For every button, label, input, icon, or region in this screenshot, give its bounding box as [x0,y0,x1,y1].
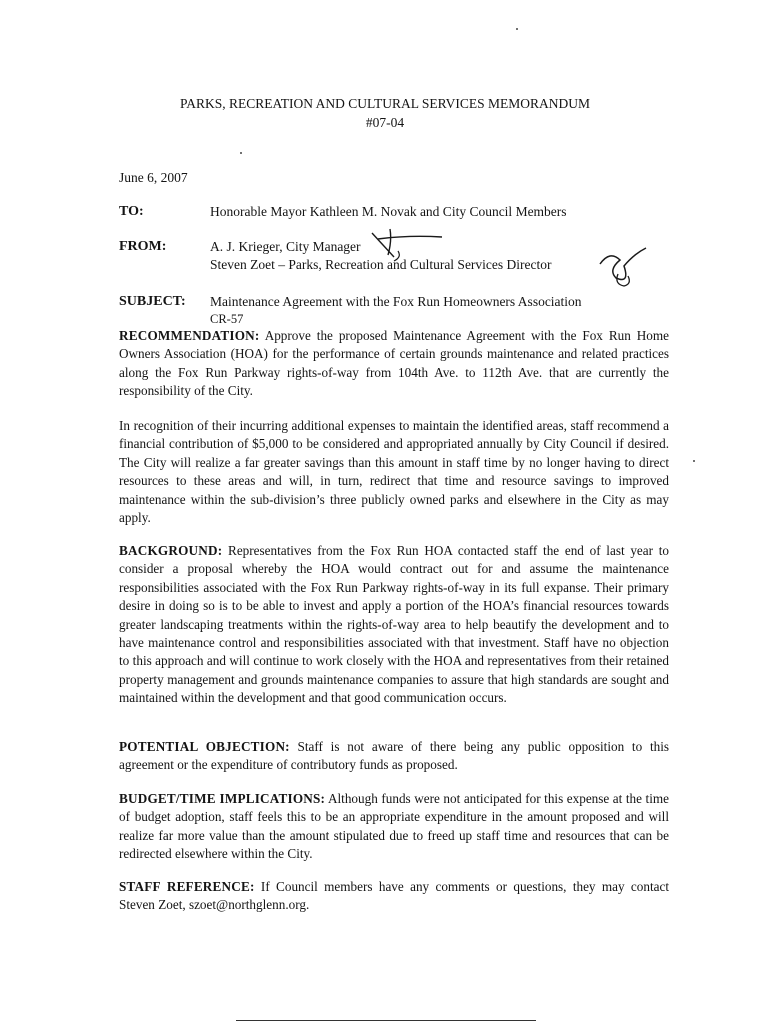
subject-code: CR-57 [210,312,244,326]
background-text: Representatives from the Fox Run HOA contacted staff the end of last year to consider a proposal whereby the HOA would contract out for and assume the maintenance responsibilities associated with the Fox Run Parkway rights-of-way in its full expanse. Their primary desire in doing so is to be able to invest and apply a portion of the HOA’s financial resources towards greater landscaping treatments within the rights-of-way area to help beautify the development and to have maintenance control and responsibilities associated with that investment. Staff have no objection to this approach and will continue to work closely with the HOA and representatives from their retained property management and grounds maintenance companies to assure that high standards are sought and maintained within the development and that good communication occurs. [119,543,669,706]
recognition-paragraph [119,417,669,527]
recommendation-heading: RECOMMENDATION: [119,328,260,343]
scan-speck [693,460,695,462]
footer-rule [236,1020,536,1021]
staff-reference-paragraph [119,878,669,915]
staff-reference-text: If Council members have any comments or questions, they may contact Steven Zoet, szoet@northglenn.org. [119,879,669,913]
recommendation-paragraph [119,327,669,401]
subject-label: SUBJECT: [119,294,186,309]
memo-title: PARKS, RECREATION AND CULTURAL SERVICES MEMORANDUM [180,96,590,111]
budget-heading: BUDGET/TIME IMPLICATIONS: [119,791,326,806]
budget-paragraph [119,790,669,864]
staff-reference-heading: STAFF REFERENCE: [119,879,255,894]
to-label: TO: [119,204,144,219]
memo-number: #07-04 [365,115,405,130]
background-heading: BACKGROUND: [119,543,223,558]
scan-speck [240,152,242,154]
subject-value: Maintenance Agreement with the Fox Run Homeowners Association [210,294,582,309]
memo-date: June 6, 2007 [119,170,188,185]
from-line-2: Steven Zoet – Parks, Recreation and Cultural Services Director [210,257,552,272]
objection-text: Staff is not aware of there being any public opposition to this agreement or the expenditure of contributory funds as proposed. [119,739,669,773]
from-line-1: A. J. Krieger, City Manager [210,239,361,254]
recommendation-text: Approve the proposed Maintenance Agreement with the Fox Run Home Owners Association (HOA) for the performance of certain grounds maintenance and related practices along the Fox Run Parkway rights-of-way from 104th Ave. to 112th Ave. that are currently the responsibility of the City. [119,328,669,399]
objection-heading: POTENTIAL OBJECTION: [119,739,290,754]
to-value: Honorable Mayor Kathleen M. Novak and City Council Members [210,204,567,219]
from-label: FROM: [119,239,167,254]
recognition-text: In recognition of their incurring additional expenses to maintain the identified areas, staff recommend a financial contribution of $5,000 to be considered and appropriated annually by City Council if desired. The City will realize a far greater savings than this amount in staff time by no longer having to direct resources to these areas and will, in turn, redirect that time and resource savings to improved maintenance within the sub-division’s three publicly owned parks and elsewhere in the City as may apply. [119,418,669,526]
zoet-signature [590,244,660,290]
budget-text: Although funds were not anticipated for this expense at the time of budget adoption, staff feels this to be an appropriate expenditure in the amount proposed and will realize far more value than the amount stipulated due to freed up staff time and resources that can be redirected elsewhere within the City. [119,791,669,862]
scan-speck [516,28,518,30]
background-paragraph [119,542,669,708]
objection-paragraph [119,738,669,775]
